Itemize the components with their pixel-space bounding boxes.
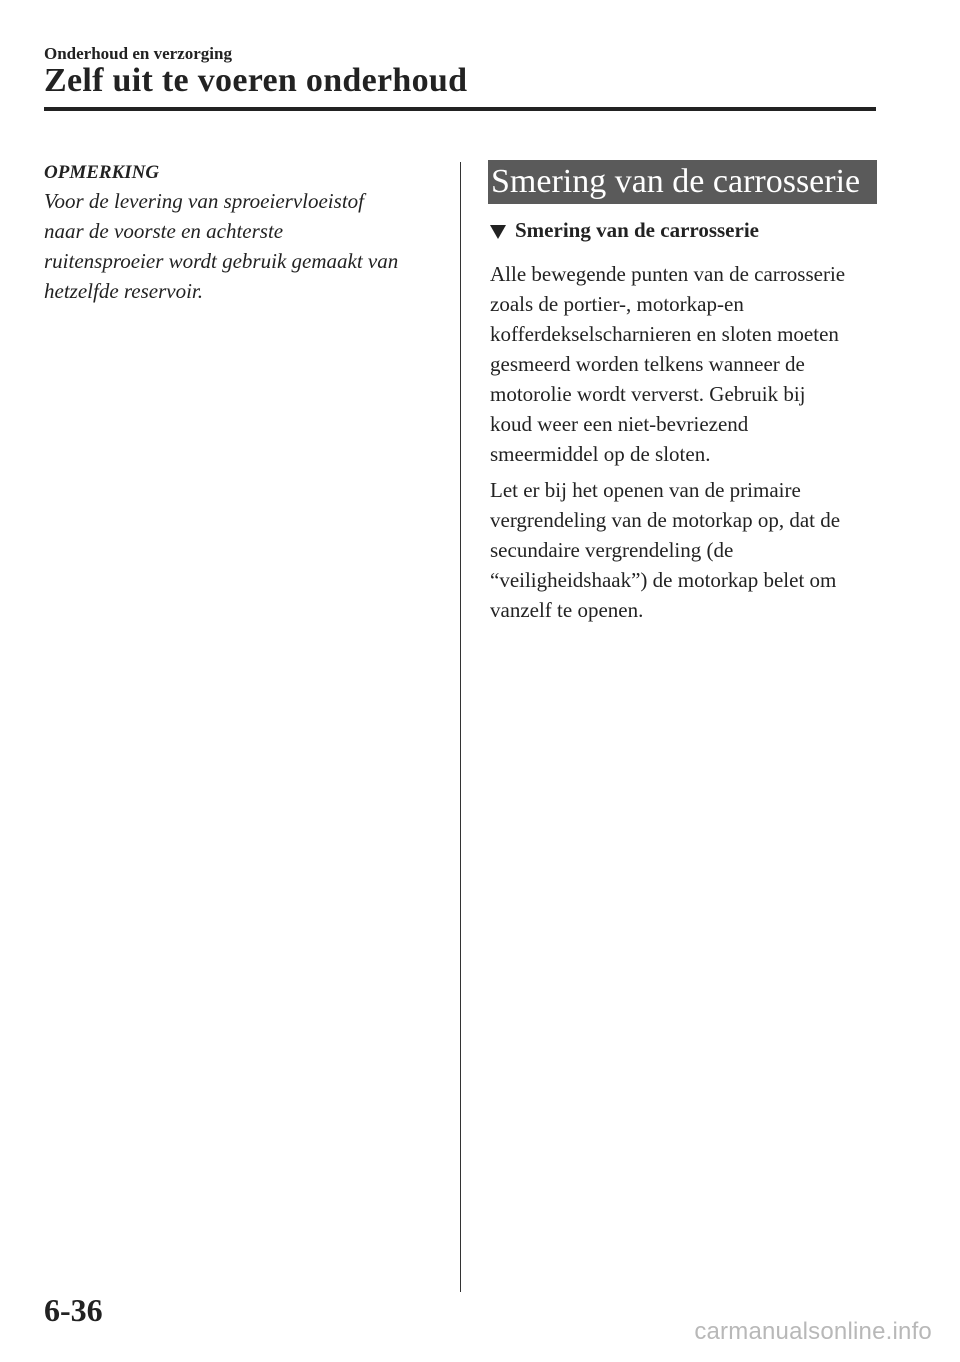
subsection-heading: [490, 218, 759, 243]
note-heading: OPMERKING: [44, 162, 160, 183]
watermark: carmanualsonline.info: [694, 1318, 932, 1345]
subsection-heading-text: Smering van de carrosserie: [515, 218, 759, 242]
column-divider: [460, 162, 461, 1292]
triangle-marker-icon: [490, 225, 506, 239]
paragraph-hood-latch: Let er bij het openen van de primaire vergrendeling van de motorkap op, dat de secundaire vergrendeling (de “veiligheidshaak”) de motorkap belet om vanzelf te openen.: [490, 478, 841, 622]
section-label: Onderhoud en verzorging: [44, 44, 232, 63]
title-divider: [44, 107, 876, 111]
note-body: Voor de levering van sproeiervloeistof naar de voorste en achterste ruitensproeier wordt gebruik gemaakt van hetzelfde reservoir.: [44, 189, 399, 303]
paragraph-lubrication: Alle bewegende punten van de carrosserie zoals de portier-, motorkap-en kofferdekselscharnieren en sloten moeten gesmeerd worden telkens wanneer de motorolie wordt ververst. Gebruik bij koud weer een niet-bevriezend smeermiddel op de sloten.: [490, 262, 846, 466]
section-banner: Smering van de carrosserie: [488, 160, 877, 204]
note-block: [44, 160, 439, 306]
page-number: 6-36: [44, 1292, 103, 1328]
page-title: Zelf uit te voeren onderhoud: [44, 62, 468, 99]
